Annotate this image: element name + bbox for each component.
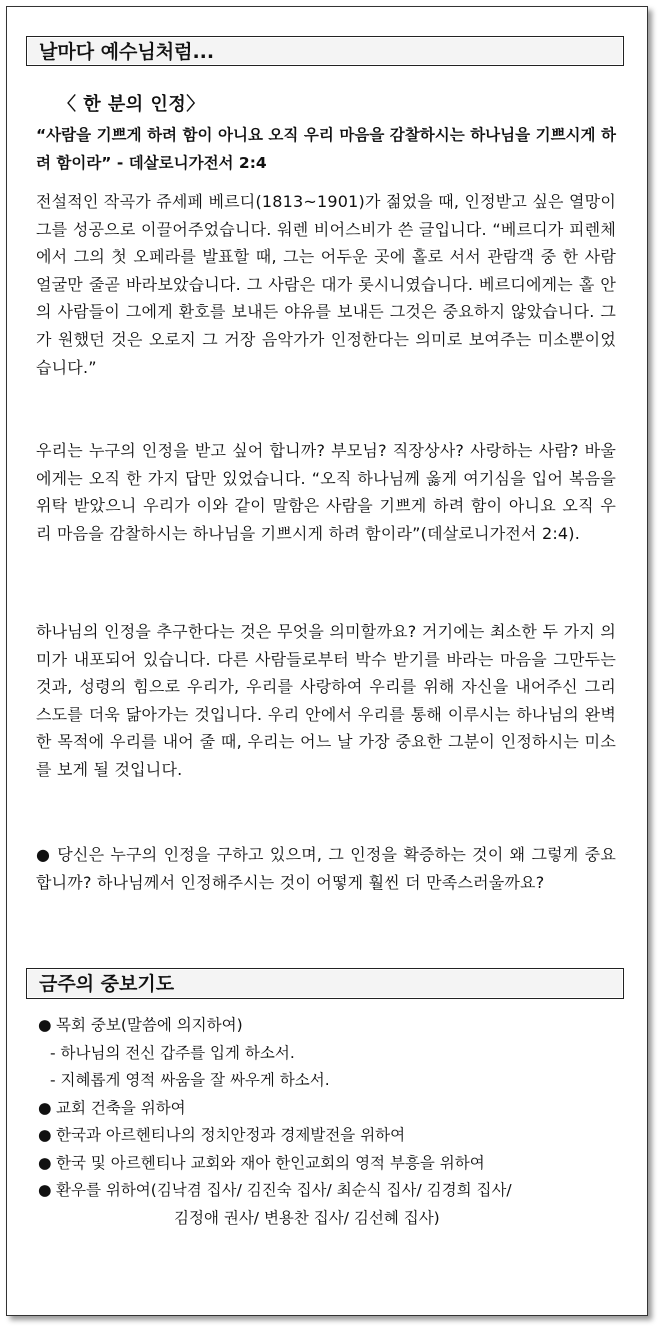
prayer-item bbox=[38, 1177, 628, 1205]
prayer-item bbox=[38, 1012, 628, 1040]
bullet-icon: ● bbox=[38, 1126, 52, 1144]
prayer-item-text: - 지혜롭게 영적 싸움을 잘 싸우게 하소서. bbox=[50, 1071, 330, 1089]
prayer-item-text: 한국과 아르헨티나의 정치안정과 경제발전을 위하여 bbox=[56, 1126, 406, 1144]
reflection-question: ● 당신은 누구의 인정을 구하고 있으며, 그 인정을 확증하는 것이 왜 그렇게 중요합니까? 하나님께서 인정해주시는 것이 어떻게 훨씬 더 만족스러울까요? bbox=[36, 845, 616, 892]
paragraph-1: 전설적인 작곡가 쥬세페 베르디(1813~1901)가 젊었을 때, 인정받고 싶은 열망이 그를 성공으로 이끌어주었습니다. 워렌 비어스비가 쓴 글입니다. “베르디가 피렌체에서 그의 첫 오페라를 발표할 때, 그는 어두운 곳에 홀로 서서 관람객 중 한 사람 얼굴만 줄곧 바라보았습니다. 그 사람은 대가 롯시니였습니다. 베르디에게는 홀 안의 사람들이 그에게 환호를 보내든 야유를 보내든 그것은 중요하지 않았습니다. 그가 원했던 것은 오로지 그 거장 음악가가 인정한다는 의미로 보여주는 미소뿐이었습니다.” bbox=[36, 192, 616, 377]
prayer-item bbox=[38, 1122, 628, 1150]
prayer-item-text: - 하나님의 전신 갑주를 입게 하소서. bbox=[50, 1043, 295, 1062]
section-title-daily: 날마다 예수님처럼... bbox=[26, 36, 624, 66]
prayer-item-text: 한국 및 아르헨티나 교회와 재아 한인교회의 영적 부흥을 위하여 bbox=[56, 1153, 485, 1172]
bullet-icon: ● bbox=[38, 1153, 52, 1172]
prayer-subitem bbox=[38, 1040, 628, 1068]
prayer-subitem bbox=[38, 1067, 628, 1095]
paragraph-3: 하나님의 인정을 추구한다는 것은 무엇을 의미할까요? 거기에는 최소한 두 가지 의미가 내포되어 있습니다. 다른 사람들로부터 박수 받기를 바라는 마음을 그만두는 것과, 성령의 힘으로 우리가, 우리를 사랑하여 우리를 위해 자신을 내어주신 그리스도를 더욱 닮아가는 것입니다. 우리 안에서 우리를 통해 이루시는 하나님의 완벽한 목적에 우리를 내어 줄 때, 우리는 어느 날 가장 중요한 그분이 인정하시는 미소를 보게 될 것입니다. bbox=[36, 622, 616, 779]
bullet-icon: ● bbox=[38, 1098, 52, 1117]
prayer-item-text: 교회 건축을 위하여 bbox=[56, 1098, 186, 1117]
key-verse: “사람을 기쁘게 하려 함이 아니요 오직 우리 마음을 감찰하시는 하나님을 기쁘시게 하려 함이라” - 데살로니가전서 2:4 bbox=[36, 126, 616, 172]
bullet-icon: ● bbox=[38, 1181, 52, 1199]
prayer-item-continuation bbox=[38, 1205, 628, 1233]
prayer-list bbox=[38, 1012, 628, 1232]
prayer-item bbox=[38, 1150, 628, 1178]
bullet-icon: ● bbox=[38, 1016, 52, 1034]
prayer-item-text: 목회 중보(말씀에 의지하여) bbox=[56, 1016, 243, 1034]
prayer-item bbox=[38, 1095, 628, 1123]
section-title-prayer: 금주의 중보기도 bbox=[26, 968, 624, 999]
prayer-item-text: 환우를 위하여(김낙겸 집사/ 김진숙 집사/ 최순식 집사/ 김경희 집사/ bbox=[56, 1181, 512, 1199]
paragraph-2: 우리는 누구의 인정을 받고 싶어 합니까? 부모님? 직장상사? 사랑하는 사람? 바울에게는 오직 한 가지 답만 있었습니다. “오직 하나님께 옳게 여기심을 입어 복음을 위탁 받았으니 우리가 이와 같이 말함은 사람을 기쁘게 하려 함이 아니요 오직 우리 마음을 감찰하시는 하나님을 기쁘시게 하려 함이라”(데살로니가전서 2:4). bbox=[36, 441, 616, 543]
devotion-subtitle: 〈 한 분의 인정〉 bbox=[58, 94, 205, 115]
prayer-item-text: 김정애 권사/ 변용찬 집사/ 김선혜 집사) bbox=[174, 1208, 440, 1227]
